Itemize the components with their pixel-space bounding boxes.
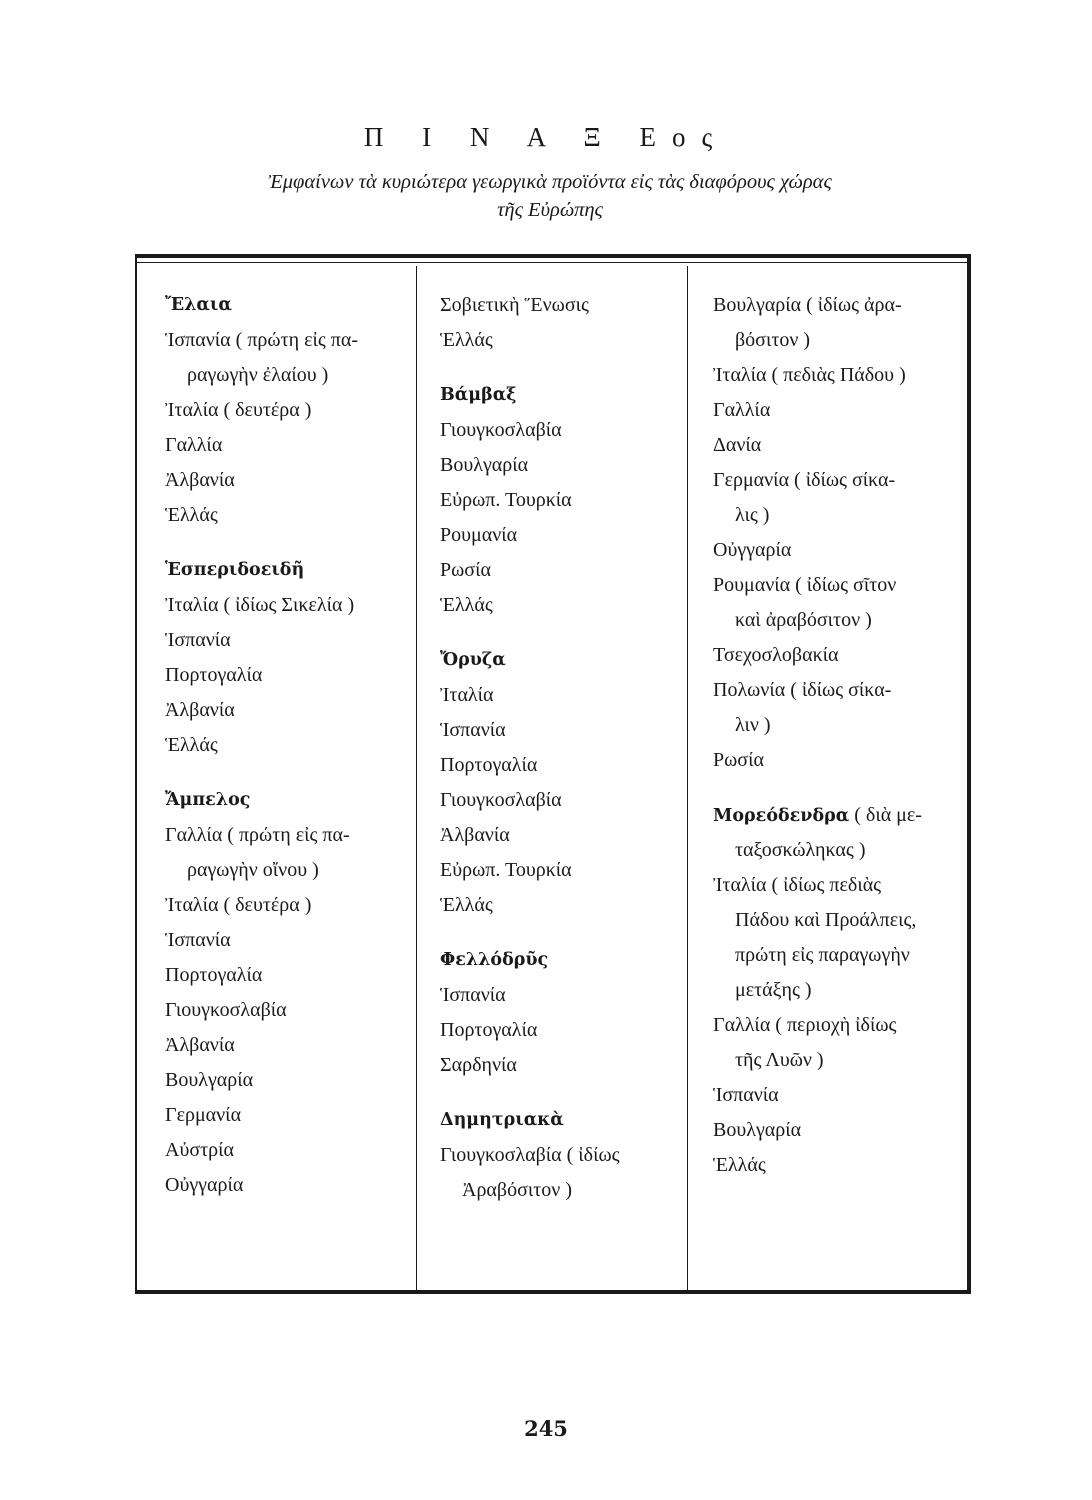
country-line: Οὐγγαρία bbox=[713, 539, 792, 561]
country-line: Γαλλία bbox=[713, 399, 771, 421]
country-line: τῆς Λυῶν ) bbox=[735, 1049, 824, 1071]
country-line: λις ) bbox=[735, 504, 770, 526]
table-column-2 bbox=[440, 288, 678, 1208]
section-heading: Ἔλαια bbox=[165, 295, 232, 315]
section-heading: Ὄρυζα bbox=[440, 650, 506, 670]
country-line: βόσιτον ) bbox=[735, 329, 811, 351]
country-line: Βουλγαρία ( ἰδίως ἀρα- bbox=[713, 294, 902, 316]
country-line: Βουλγαρία bbox=[713, 1119, 802, 1141]
country-line: ταξοσκώληκας ) bbox=[735, 839, 866, 861]
country-line: Ἰταλία ( δευτέρα ) bbox=[165, 894, 312, 916]
country-line: Εὐρωπ. Τουρκία bbox=[440, 859, 572, 881]
country-line: Γιουγκοσλαβία bbox=[440, 419, 562, 441]
table-column-1 bbox=[165, 288, 405, 1203]
country-line: λιν ) bbox=[735, 714, 771, 736]
country-line: ραγωγὴν ἐλαίου ) bbox=[187, 364, 329, 386]
column-divider-1 bbox=[416, 266, 417, 1290]
country-line: Ρουμανία ( ἰδίως σῖτον bbox=[713, 574, 897, 596]
country-line: Ἀραβόσιτον ) bbox=[462, 1179, 572, 1201]
section-heading: Ἄμπελος bbox=[165, 790, 251, 810]
country-line: Ἰταλία ( δευτέρα ) bbox=[165, 399, 312, 421]
country-line: Ἑλλάς bbox=[165, 734, 218, 756]
country-line: ραγωγὴν οἴνου ) bbox=[187, 859, 319, 881]
country-line: Ἰταλία ( ἰδίως πεδιὰς bbox=[713, 874, 882, 896]
country-line: Ἱσπανία bbox=[440, 719, 506, 741]
country-line: Γαλλία ( πρώτη εἰς πα- bbox=[165, 824, 350, 846]
section-heading-row bbox=[713, 798, 958, 833]
country-line: Ἰταλία bbox=[440, 684, 494, 706]
country-line: πρώτη εἰς παραγωγὴν bbox=[735, 944, 910, 966]
section-heading: Βάμβαξ bbox=[440, 385, 517, 405]
country-line: Πορτογαλία bbox=[165, 664, 263, 686]
country-line: Ἱσπανία bbox=[713, 1084, 779, 1106]
page-number: 245 bbox=[524, 1416, 568, 1441]
section-heading: Ἑσπεριδοειδῆ bbox=[165, 560, 305, 580]
country-line: Σαρδηνία bbox=[440, 1054, 517, 1076]
country-line: Ρωσία bbox=[713, 749, 764, 771]
country-line: Γαλλία bbox=[165, 434, 223, 456]
country-line: Ἰταλία ( πεδιὰς Πάδου ) bbox=[713, 364, 906, 386]
country-line: Βουλγαρία bbox=[440, 454, 529, 476]
country-line: Ἱσπανία bbox=[440, 984, 506, 1006]
page-title: Π Ι Ν Α Ξ Εος bbox=[363, 122, 729, 152]
country-line: Δανία bbox=[713, 434, 762, 456]
column-divider-2 bbox=[687, 266, 688, 1290]
country-line: Βουλγαρία bbox=[165, 1069, 254, 1091]
country-line: Ἱσπανία ( πρώτη εἰς πα- bbox=[165, 329, 358, 351]
country-line: Γιουγκοσλαβία ( ἰδίως bbox=[440, 1144, 620, 1166]
country-line: Ρουμανία bbox=[440, 524, 518, 546]
country-line: Ἀλβανία bbox=[165, 699, 235, 721]
country-line: Ἱσπανία bbox=[165, 929, 231, 951]
country-line: Γιουγκοσλαβία bbox=[165, 999, 287, 1021]
country-line: Αὐστρία bbox=[165, 1139, 235, 1161]
section-heading-note: ( διὰ με- bbox=[854, 804, 922, 826]
country-line: καὶ ἀραβόσιτον ) bbox=[735, 609, 872, 631]
country-line: Ἑλλάς bbox=[440, 594, 493, 616]
products-table bbox=[135, 254, 971, 1294]
table-column-3 bbox=[713, 288, 958, 1183]
country-line: Οὐγγαρία bbox=[165, 1174, 244, 1196]
subtitle-line-1: Ἐμφαίνων τὰ κυριώτερα γεωργικὰ προϊόντα εἰς τὰς διαφόρους χώρας bbox=[268, 171, 832, 193]
country-line: Πολωνία ( ἰδίως σίκα- bbox=[713, 679, 892, 701]
country-line: Γαλλία ( περιοχὴ ἰδίως bbox=[713, 1014, 897, 1036]
country-line: Πορτογαλία bbox=[165, 964, 263, 986]
country-line: Πάδου καὶ Προάλπεις, bbox=[735, 909, 917, 931]
country-line: Ἀλβανία bbox=[440, 824, 510, 846]
table-subtitle bbox=[120, 168, 980, 224]
country-line: Ἀλβανία bbox=[165, 1034, 235, 1056]
country-line: Ρωσία bbox=[440, 559, 491, 581]
country-line: Πορτογαλία bbox=[440, 754, 538, 776]
country-line: Ἑλλάς bbox=[440, 894, 493, 916]
country-line: μετάξης ) bbox=[735, 979, 812, 1001]
country-line: Γερμανία bbox=[165, 1104, 242, 1126]
country-line: Ἰταλία ( ἰδίως Σικελία ) bbox=[165, 594, 355, 616]
country-line: Ἑλλάς bbox=[440, 329, 493, 351]
country-line: Τσεχοσλοβακία bbox=[713, 644, 839, 666]
country-line: Εὐρωπ. Τουρκία bbox=[440, 489, 572, 511]
section-heading: Μορεόδενδρα bbox=[713, 806, 850, 826]
section-heading: Φελλόδρῦς bbox=[440, 950, 549, 970]
country-line: Πορτογαλία bbox=[440, 1019, 538, 1041]
subtitle-line-2: τῆς Εὐρώπης bbox=[497, 199, 603, 221]
country-line: Ἱσπανία bbox=[165, 629, 231, 651]
country-line: Ἀλβανία bbox=[165, 469, 235, 491]
country-line: Γερμανία ( ἰδίως σίκα- bbox=[713, 469, 896, 491]
country-line: Ἑλλάς bbox=[713, 1154, 766, 1176]
country-line: Γιουγκοσλαβία bbox=[440, 789, 562, 811]
country-line: Σοβιετικὴ Ἕνωσις bbox=[440, 294, 589, 316]
section-heading: Δημητριακὰ bbox=[440, 1110, 564, 1130]
country-line: Ἑλλάς bbox=[165, 504, 218, 526]
